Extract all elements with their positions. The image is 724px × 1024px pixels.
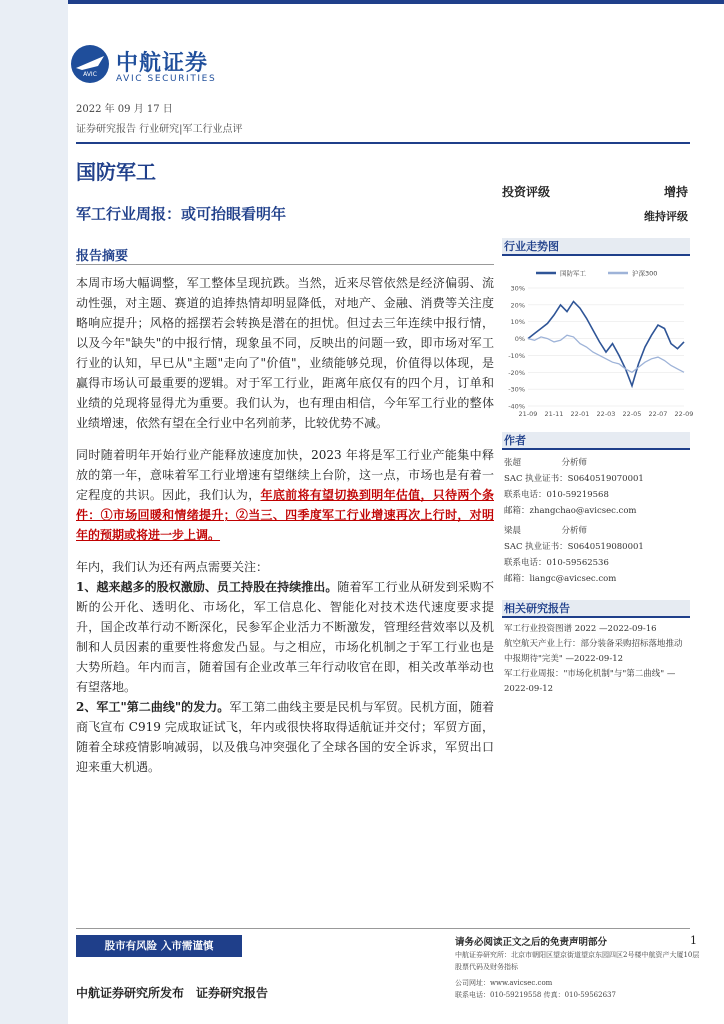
chart-y-tick-label: -40% — [508, 402, 525, 411]
author-2-phone: 联系电话：010-59562536 — [504, 558, 609, 568]
related-reports-heading: 相关研究报告 — [502, 600, 690, 618]
abstract-heading: 报告摘要 — [76, 249, 129, 264]
author-2-name: 梁晨 分析师 — [504, 526, 588, 536]
related-report-item[interactable]: 航空航天产业上行：部分装备采购招标落地推动 — [504, 639, 683, 649]
logo-name-cn: 中航证券 — [116, 51, 209, 76]
rating-label: 投资评级 — [502, 185, 551, 199]
point-1-text: 随着军工行业从研发到采购不断的公开化、透明化、市场化，军工信息化、智能化对技术迭代速度要求提升，国企改革行动不断深化，民参军企业活力不断激发，管理经营效率以及机制和人员因素的重要性将愈发凸显。与之相应，市场化机制之于军工行业也是大势所趋。年内而言，随着国有企业改革三年行动收官在即，相关改革举动也有望落地。 — [76, 580, 494, 694]
chart-x-tick-label: 22-05 — [622, 410, 642, 418]
chart-x-tick-label: 22-07 — [648, 410, 668, 418]
author-1-name: 张超 分析师 — [504, 458, 588, 468]
page-number: 1 — [690, 934, 697, 947]
related-report-item[interactable]: 军工行业周报："市场化机制"与"第二曲线" —2022-09-12 — [504, 669, 676, 694]
author-1-sac: SAC 执业证书：S0640519070001 — [504, 474, 644, 484]
paragraph-4 — [76, 577, 494, 697]
point-2-heading: 2、军工"第二曲线"的发力。 — [76, 700, 230, 714]
top-accent-strip — [68, 0, 724, 4]
chart-y-tick-label: -30% — [508, 385, 525, 394]
abstract-divider — [76, 264, 494, 265]
left-margin-bar — [0, 0, 68, 1024]
chart-section-heading: 行业走势图 — [502, 238, 690, 256]
chart-y-tick-label: 20% — [510, 301, 525, 310]
point-1-heading: 1、越来越多的股权激励、员工持股在持续推出。 — [76, 580, 338, 594]
author-2-email[interactable]: 邮箱：liangc@avicsec.com — [504, 574, 617, 584]
paragraph-1: 本周市场大幅调整，军工整体呈现抗跌。当然，近来尽管依然是经济偏弱、流动性强，对主题、赛道的追捧热情却明显降低，对地产、金融、消费等关注度略响应提升；风格的摇摆若会转换是潜在的担忧。但过去三年连续中报行情，以及今年"缺失"的中报行情，现象虽不同，反映出的问题一致，即市场对军工行业的认知，早已从"主题"走向了"价值"，业绩能够兑现，价值得以体现，是赢得市场认可最重要的逻辑。对于军工行业，距离年底仅有的四个月，订单和业绩的兑现将显得尤为重要。我们认为，也有理由相信，今年军工行业的整体业绩增速，依然有望在全行业中名列前茅，比较优势不减。 — [76, 276, 494, 430]
chart-x-tick-label: 22-01 — [570, 410, 590, 418]
report-date: 2022 年 09 月 17 日 — [76, 104, 173, 115]
point-2-text: 军工第二曲线主要是民机与军贸。民机方面，随着商飞宣布 C919 完成取证试飞，年内或很快将取得适航证并交付；军贸方面，随着全球疫情影响减弱，以及俄乌冲突强化了全球各国的安全诉求，军贸出口迎来重大机遇。 — [76, 700, 494, 774]
risk-warning-box: 股市有风险 入市需谨慎 — [76, 935, 242, 957]
chart-legend-label: 沪深300 — [632, 269, 658, 278]
chart-x-tick-label: 22-03 — [596, 410, 616, 418]
footer-divider — [76, 928, 690, 929]
svg-text:AVIC: AVIC — [83, 71, 97, 78]
industry-trend-chart — [502, 262, 694, 422]
paragraph-2-highlight: 年底前将有望切换到明年估值，只待两个条件：①市场回暖和情绪提升；②当三、四季度军工行业增速再次上行时，对明年的预期或将进一步上调。 — [76, 488, 494, 542]
chart-x-tick-label: 21-11 — [544, 410, 564, 418]
logo-name-en: AVIC SECURITIES — [116, 74, 217, 84]
industry-heading: 国防军工 — [76, 160, 156, 184]
authors-heading: 作者 — [502, 432, 690, 450]
report-type: 证券研究报告 行业研究|军工行业点评 — [76, 124, 243, 135]
paragraph-3: 年内，我们认为还有两点需要关注： — [76, 560, 269, 574]
related-report-item[interactable]: 中报期待"完美" —2022-09-12 — [504, 654, 624, 664]
company-logo — [70, 44, 240, 90]
rating-sub: 维持评级 — [644, 210, 688, 223]
footer-address: 中航证券研究所：北京市朝阳区望京街道望京东园四区2号楼中航资产大厦10层 — [455, 951, 700, 959]
chart-y-tick-label: -20% — [508, 368, 525, 377]
related-reports-list — [504, 622, 690, 697]
author-2-sac: SAC 执业证书：S0640519080001 — [504, 542, 644, 552]
chart-y-tick-label: 0% — [514, 335, 525, 344]
footer-contact: 联系电话：010-59219558 传真：010-59562637 — [455, 991, 616, 999]
chart-legend-label: 国防军工 — [560, 269, 586, 278]
report-title: 军工行业周报：或可抬眼看明年 — [76, 205, 287, 223]
header-divider — [76, 142, 690, 144]
chart-y-tick-label: -10% — [508, 351, 525, 360]
chart-y-tick-label: 30% — [510, 284, 525, 293]
footer-website[interactable]: 公司网址：www.avicsec.com — [455, 979, 553, 987]
footer-stock-info: 股票代码及财务指标 — [455, 963, 518, 971]
paragraph-2-text: 同时随着明年开始行业产能释放速度加快，2023 年将是军工行业产能集中释放的第一年，意味着军工行业增速有望继续上台阶，这一点，市场也是有着一定程度的共识。因此，我们认为， — [76, 448, 494, 502]
rating-value: 增持 — [663, 185, 688, 199]
trend-chart-svg — [502, 262, 694, 422]
author-1-email[interactable]: 邮箱：zhangchao@avicsec.com — [504, 506, 637, 516]
publisher-line: 中航证券研究所发布 证券研究报告 — [76, 986, 269, 1000]
author-1-phone: 联系电话：010-59219568 — [504, 490, 609, 500]
chart-y-tick-label: 10% — [510, 318, 525, 327]
paragraph-5 — [76, 697, 494, 777]
chart-x-tick-label: 22-09 — [674, 410, 694, 418]
main-body — [76, 273, 494, 789]
chart-x-tick-label: 21-09 — [518, 410, 538, 418]
avic-logo-icon — [70, 44, 110, 84]
related-report-item[interactable]: 军工行业投资图谱 2022 —2022-09-16 — [504, 624, 657, 634]
disclaimer-notice: 请务必阅读正文之后的免责声明部分 — [455, 937, 608, 948]
paragraph-2 — [76, 445, 494, 545]
chart-series-line — [528, 302, 684, 386]
chart-series-line — [528, 335, 684, 372]
